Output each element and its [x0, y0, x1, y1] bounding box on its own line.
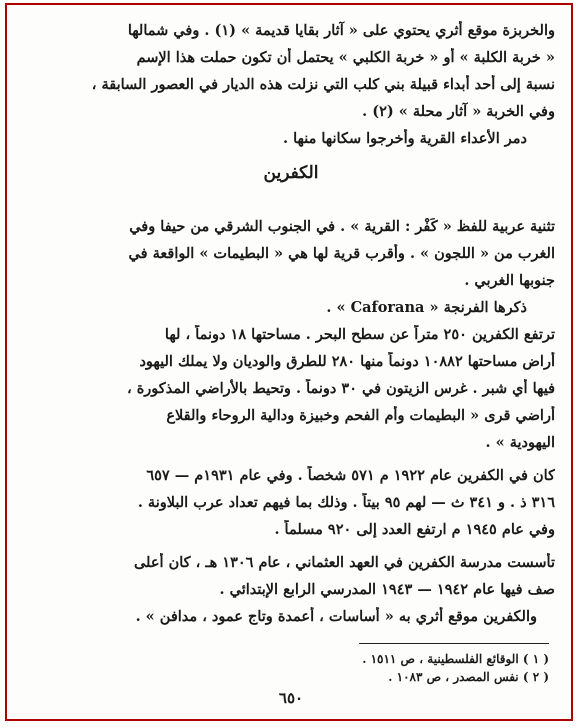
text-line: نسبة إلى أحد أبداء قبيلة بني كلب التي نزلت هذه الديار في العصور السابقة ، [91, 76, 555, 93]
text-line: والكفرين موقع أثري به « أساسات ، أعمدة وتاج عمود ، مدافن » . [135, 608, 537, 625]
text-line: أراض مساحتها ١٠٨٨٢ دونماً منها ٢٨٠ للطرق والوديان ولا يملك اليهود [139, 353, 555, 370]
text-line: أراضي قرى « البطيمات وأم الفحم وخبيزة ودالية الروحاء والقلاع [166, 407, 555, 424]
text-line: وفي عام ١٩٤٥ م ارتفع العدد إلى ٩٢٠ مسلماً . [274, 521, 555, 538]
book-page [27, 11, 555, 711]
footnote: ( ١ ) الوقائع الفلسطينية ، ص ١٥١١ . [362, 652, 549, 666]
text-line: « خربة الكلبة » أو « خربة الكلبي » يحتمل أن تكون حملت هذا الإسم [136, 49, 555, 66]
text-line: دمر الأعداء القرية وأخرجوا سكانها منها . [283, 130, 527, 147]
text-line: صف فيها عام ١٩٤٢ — ١٩٤٣ المدرسي الرابع الإبتدائي . [219, 581, 555, 598]
footnote-divider [359, 643, 549, 644]
section-title: الكفرين [263, 163, 319, 183]
text-line: كان في الكفرين عام ١٩٢٢ م ٥٧١ شخصاً . وفي عام ١٩٣١م — ٦٥٧ [146, 467, 555, 484]
text-line: وفي الخربة « آثار محلة » (٢) . [362, 103, 555, 120]
text-line: والخربزة موقع أثري يحتوي على « آثار بقايا قديمة » (١) . وفي شمالها [127, 22, 555, 39]
text-line: ٣١٦ ذ . و ٣٤١ ث — لهم ٩٥ بيتاً . وذلك بما فيهم تعداد عرب البلاونة . [137, 494, 555, 511]
page-number: ٦٥٠ [278, 689, 304, 707]
text-line: ذكرها الفرنجة « Caforana » . [326, 299, 527, 316]
text-line: جنوبها الغربي . [464, 272, 555, 289]
text-line: تأسست مدرسة الكفرين في العهد العثماني ، عام ١٣٠٦ هـ ، كان أعلى [133, 554, 555, 571]
text-line: اليهودية » . [485, 434, 555, 451]
text-line: فيها أي شبر . غرس الزيتون في ٣٠ دونماً . وتحيط بالأراضي المذكورة ، [126, 380, 555, 397]
footnote: ( ٢ ) نفس المصدر ، ص ١٠٨٣ . [388, 670, 549, 684]
text-line: تثنية عربية للفظ « كَفْر : القرية » . في الجنوب الشرقي من حيفا وفي [129, 218, 555, 235]
text-line: ترتفع الكفرين ٢٥٠ متراً عن سطح البحر . مساحتها ١٨ دونماً ، لها [164, 326, 555, 343]
text-line: الغرب من « اللجون » . وأقرب قرية لها هي « البطيمات » الواقعة في [128, 245, 555, 262]
page-frame [5, 3, 573, 721]
